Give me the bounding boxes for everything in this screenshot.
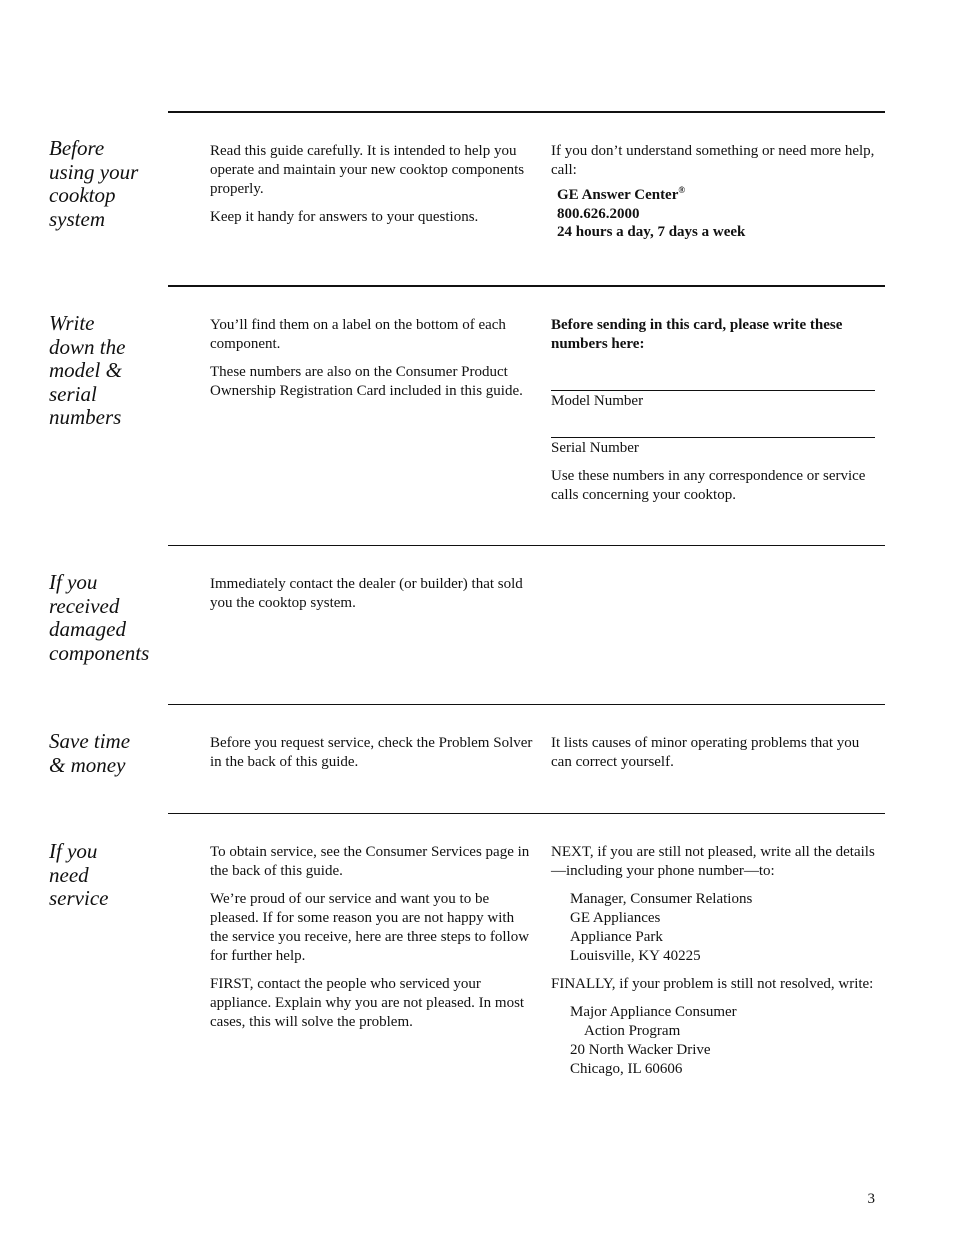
serial-number-label: Serial Number xyxy=(551,440,639,456)
section-divider xyxy=(168,285,885,287)
serial-number-line[interactable] xyxy=(551,411,875,438)
section-body-left xyxy=(210,575,535,622)
paragraph: These numbers are also on the Consumer Product Ownership Registration Card included in this guide. xyxy=(210,364,523,399)
contact-hours: 24 hours a day, 7 days a week xyxy=(557,224,746,240)
section-body-right xyxy=(551,843,878,1088)
contact-name: GE Answer Center xyxy=(557,187,679,203)
paragraph: FIRST, contact the people who serviced your appliance. Explain why you are not pleased. In most cases, this will solve the problem. xyxy=(210,976,525,1030)
answer-center-contact xyxy=(557,186,878,242)
paragraph: Keep it handy for answers to your questions. xyxy=(210,209,479,225)
paragraph: Before sending in this card, please write these numbers here: xyxy=(551,317,843,352)
section-heading-damaged: If you received damaged components xyxy=(49,570,150,665)
paragraph: NEXT, if you are still not pleased, write all the details—including your phone number—to: xyxy=(551,844,875,879)
paragraph: Immediately contact the dealer (or builder) that sold you the cooktop system. xyxy=(210,576,523,611)
paragraph: FINALLY, if your problem is still not resolved, write: xyxy=(551,976,874,992)
section-heading-model-serial: Write down the model & serial numbers xyxy=(49,311,126,429)
section-body-left xyxy=(210,843,535,1041)
paragraph: Read this guide carefully. It is intended to help you operate and maintain your new cooktop components properly. xyxy=(210,143,525,197)
model-number-line[interactable] xyxy=(551,363,875,391)
section-heading-save-time: Save time & money xyxy=(49,729,131,777)
model-number-label: Model Number xyxy=(551,393,644,409)
paragraph: You’ll find them on a label on the bottom of each component. xyxy=(210,317,506,352)
section-body-right xyxy=(551,316,878,514)
section-divider xyxy=(168,111,885,113)
paragraph: If you don’t understand something or need more help, call: xyxy=(551,143,875,178)
section-divider xyxy=(168,545,885,546)
consumer-relations-address: Manager, Consumer Relations GE Appliances Appliance Park Louisville, KY 40225 xyxy=(570,891,753,964)
paragraph: Use these numbers in any correspondence or service calls concerning your cooktop. xyxy=(551,468,866,503)
section-body-left xyxy=(210,142,535,236)
section-heading-need-service: If you need service xyxy=(49,839,109,910)
paragraph: Before you request service, check the Problem Solver in the back of this guide. xyxy=(210,735,533,770)
action-program-address: Major Appliance Consumer Action Program 20 North Wacker Drive Chicago, IL 60606 xyxy=(570,1004,737,1077)
section-divider xyxy=(168,813,885,814)
page-number: 3 xyxy=(867,1191,875,1207)
section-body-left xyxy=(210,316,535,410)
paragraph: We’re proud of our service and want you to be pleased. If for some reason you are not happy with the service you receive, here are three steps to follow for further help. xyxy=(210,891,530,964)
contact-phone[interactable]: 800.626.2000 xyxy=(557,205,640,222)
section-body-right xyxy=(551,734,878,781)
paragraph: It lists causes of minor operating problems that you can correct yourself. xyxy=(551,735,860,770)
section-body-left xyxy=(210,734,535,781)
section-divider xyxy=(168,704,885,705)
section-heading-before-using: Before using your cooktop system xyxy=(49,136,139,231)
registered-mark: ® xyxy=(678,185,686,195)
section-body-right xyxy=(551,142,878,242)
paragraph: To obtain service, see the Consumer Services page in the back of this guide. xyxy=(210,844,530,879)
